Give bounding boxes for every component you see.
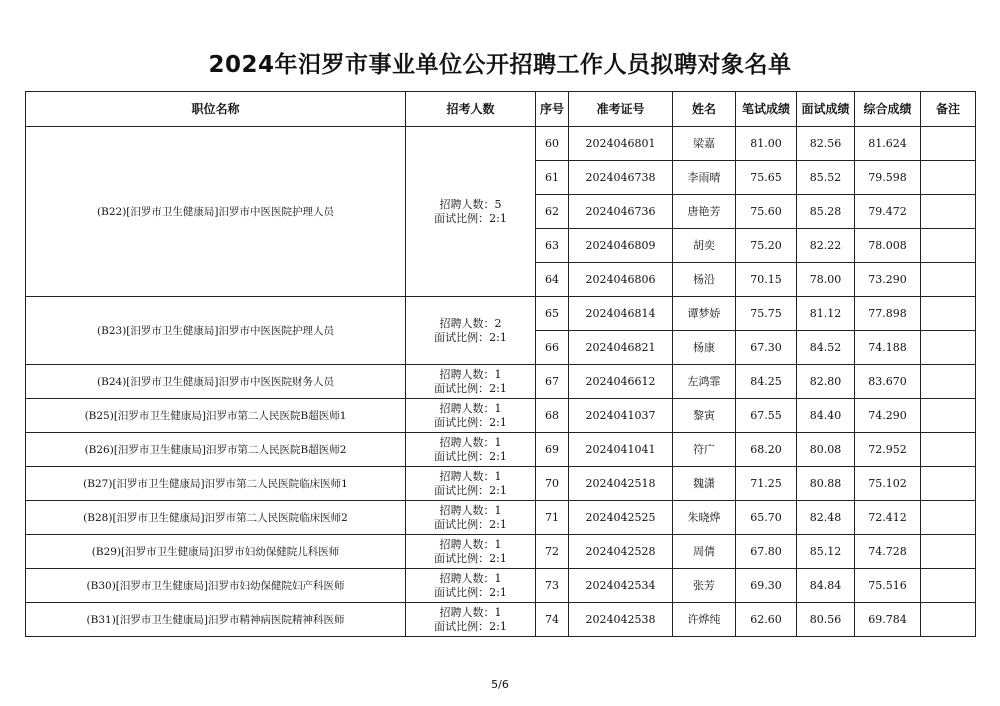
ticket-cell: 2024042528	[569, 535, 673, 569]
quota-cell	[406, 399, 536, 433]
quota-cell	[406, 433, 536, 467]
name-cell: 左鸿霏	[673, 365, 736, 399]
note-cell	[921, 467, 976, 501]
name-cell: 谭梦娇	[673, 297, 736, 331]
position-cell: (B22)[汨罗市卫生健康局]汨罗市中医医院护理人员	[26, 127, 406, 297]
interview-score-cell: 84.40	[797, 399, 855, 433]
quota-text: 招聘人数：2	[439, 316, 502, 330]
written-score-cell: 75.60	[736, 195, 797, 229]
ticket-cell: 2024046806	[569, 263, 673, 297]
serial-cell: 61	[536, 161, 569, 195]
ticket-cell: 2024042538	[569, 603, 673, 637]
quota-cell	[406, 501, 536, 535]
position-cell: (B26)[汨罗市卫生健康局]汨罗市第二人民医院B超医师2	[26, 433, 406, 467]
interview-score-cell: 82.22	[797, 229, 855, 263]
quota-cell	[406, 535, 536, 569]
name-cell: 张芳	[673, 569, 736, 603]
name-cell: 唐艳芳	[673, 195, 736, 229]
table-row	[26, 297, 976, 331]
ticket-cell: 2024046821	[569, 331, 673, 365]
note-cell	[921, 365, 976, 399]
ratio-text: 面试比例：2:1	[434, 449, 507, 463]
name-cell: 杨康	[673, 331, 736, 365]
total-score-cell: 74.188	[855, 331, 921, 365]
interview-score-cell: 82.48	[797, 501, 855, 535]
ratio-text: 面试比例：2:1	[434, 330, 507, 344]
position-cell: (B24)[汨罗市卫生健康局]汨罗市中医医院财务人员	[26, 365, 406, 399]
header-row	[26, 92, 976, 127]
results-table	[25, 91, 976, 637]
header-no: 序号	[536, 92, 569, 127]
name-cell: 李雨晴	[673, 161, 736, 195]
written-score-cell: 67.30	[736, 331, 797, 365]
position-cell: (B31)[汨罗市卫生健康局]汨罗市精神病医院精神科医师	[26, 603, 406, 637]
quota-cell	[406, 365, 536, 399]
ticket-cell: 2024046801	[569, 127, 673, 161]
table-row	[26, 569, 976, 603]
interview-score-cell: 81.12	[797, 297, 855, 331]
interview-score-cell: 80.08	[797, 433, 855, 467]
serial-cell: 60	[536, 127, 569, 161]
total-score-cell: 83.670	[855, 365, 921, 399]
quota-cell	[406, 569, 536, 603]
name-cell: 胡奕	[673, 229, 736, 263]
ticket-cell: 2024046612	[569, 365, 673, 399]
header-quota: 招考人数	[406, 92, 536, 127]
interview-score-cell: 85.52	[797, 161, 855, 195]
interview-score-cell: 82.80	[797, 365, 855, 399]
name-cell: 朱晓烨	[673, 501, 736, 535]
page-number: 5/6	[491, 678, 509, 691]
total-score-cell: 74.728	[855, 535, 921, 569]
quota-cell	[406, 297, 536, 365]
position-cell: (B28)[汨罗市卫生健康局]汨罗市第二人民医院临床医师2	[26, 501, 406, 535]
ticket-cell: 2024041041	[569, 433, 673, 467]
ticket-cell: 2024046814	[569, 297, 673, 331]
interview-score-cell: 84.52	[797, 331, 855, 365]
header-ticket: 准考证号	[569, 92, 673, 127]
ticket-cell: 2024041037	[569, 399, 673, 433]
total-score-cell: 74.290	[855, 399, 921, 433]
quota-cell	[406, 127, 536, 297]
position-cell: (B23)[汨罗市卫生健康局]汨罗市中医医院护理人员	[26, 297, 406, 365]
table-row	[26, 603, 976, 637]
note-cell	[921, 569, 976, 603]
written-score-cell: 84.25	[736, 365, 797, 399]
position-cell: (B30)[汨罗市卫生健康局]汨罗市妇幼保健院妇产科医师	[26, 569, 406, 603]
table-row	[26, 535, 976, 569]
interview-score-cell: 82.56	[797, 127, 855, 161]
written-score-cell: 62.60	[736, 603, 797, 637]
table-body	[26, 127, 976, 637]
quota-text: 招聘人数：1	[439, 605, 502, 619]
quota-text: 招聘人数：1	[439, 503, 502, 517]
total-score-cell: 79.598	[855, 161, 921, 195]
serial-cell: 63	[536, 229, 569, 263]
written-score-cell: 81.00	[736, 127, 797, 161]
ticket-cell: 2024042518	[569, 467, 673, 501]
position-cell: (B27)[汨罗市卫生健康局]汨罗市第二人民医院临床医师1	[26, 467, 406, 501]
table-row	[26, 127, 976, 161]
quota-cell	[406, 467, 536, 501]
ticket-cell: 2024042525	[569, 501, 673, 535]
written-score-cell: 68.20	[736, 433, 797, 467]
interview-score-cell: 85.12	[797, 535, 855, 569]
quota-text: 招聘人数：1	[439, 571, 502, 585]
table-row	[26, 501, 976, 535]
serial-cell: 74	[536, 603, 569, 637]
interview-score-cell: 80.88	[797, 467, 855, 501]
interview-score-cell: 78.00	[797, 263, 855, 297]
total-score-cell: 75.516	[855, 569, 921, 603]
quota-text: 招聘人数：1	[439, 537, 502, 551]
header-written: 笔试成绩	[736, 92, 797, 127]
total-score-cell: 77.898	[855, 297, 921, 331]
ratio-text: 面试比例：2:1	[434, 619, 507, 633]
quota-text: 招聘人数：1	[439, 367, 502, 381]
table-row	[26, 467, 976, 501]
position-cell: (B29)[汨罗市卫生健康局]汨罗市妇幼保健院儿科医师	[26, 535, 406, 569]
name-cell: 许烨纯	[673, 603, 736, 637]
quota-cell	[406, 603, 536, 637]
table-row	[26, 433, 976, 467]
note-cell	[921, 195, 976, 229]
note-cell	[921, 399, 976, 433]
written-score-cell: 67.80	[736, 535, 797, 569]
position-cell: (B25)[汨罗市卫生健康局]汨罗市第二人民医院B超医师1	[26, 399, 406, 433]
ratio-text: 面试比例：2:1	[434, 415, 507, 429]
ticket-cell: 2024046736	[569, 195, 673, 229]
note-cell	[921, 297, 976, 331]
ticket-cell: 2024046809	[569, 229, 673, 263]
quota-text: 招聘人数：1	[439, 435, 502, 449]
note-cell	[921, 433, 976, 467]
note-cell	[921, 229, 976, 263]
ratio-text: 面试比例：2:1	[434, 585, 507, 599]
written-score-cell: 75.65	[736, 161, 797, 195]
name-cell: 魏潇	[673, 467, 736, 501]
name-cell: 梁嘉	[673, 127, 736, 161]
note-cell	[921, 127, 976, 161]
quota-text: 招聘人数：1	[439, 469, 502, 483]
note-cell	[921, 603, 976, 637]
total-score-cell: 69.784	[855, 603, 921, 637]
total-score-cell: 72.412	[855, 501, 921, 535]
serial-cell: 68	[536, 399, 569, 433]
serial-cell: 65	[536, 297, 569, 331]
header-position: 职位名称	[26, 92, 406, 127]
total-score-cell: 73.290	[855, 263, 921, 297]
written-score-cell: 71.25	[736, 467, 797, 501]
written-score-cell: 75.75	[736, 297, 797, 331]
ratio-text: 面试比例：2:1	[434, 483, 507, 497]
header-note: 备注	[921, 92, 976, 127]
serial-cell: 72	[536, 535, 569, 569]
note-cell	[921, 263, 976, 297]
quota-text: 招聘人数：1	[439, 401, 502, 415]
quota-text: 招聘人数：5	[439, 197, 502, 211]
serial-cell: 71	[536, 501, 569, 535]
header-interview: 面试成绩	[797, 92, 855, 127]
serial-cell: 70	[536, 467, 569, 501]
written-score-cell: 69.30	[736, 569, 797, 603]
serial-cell: 62	[536, 195, 569, 229]
ratio-text: 面试比例：2:1	[434, 551, 507, 565]
note-cell	[921, 331, 976, 365]
ratio-text: 面试比例：2:1	[434, 381, 507, 395]
table-row	[26, 365, 976, 399]
name-cell: 杨沿	[673, 263, 736, 297]
written-score-cell: 65.70	[736, 501, 797, 535]
total-score-cell: 79.472	[855, 195, 921, 229]
interview-score-cell: 80.56	[797, 603, 855, 637]
name-cell: 周倩	[673, 535, 736, 569]
ratio-text: 面试比例：2:1	[434, 517, 507, 531]
note-cell	[921, 161, 976, 195]
serial-cell: 64	[536, 263, 569, 297]
header-name: 姓名	[673, 92, 736, 127]
total-score-cell: 81.624	[855, 127, 921, 161]
written-score-cell: 67.55	[736, 399, 797, 433]
written-score-cell: 75.20	[736, 229, 797, 263]
ticket-cell: 2024046738	[569, 161, 673, 195]
page-title: 2024年汨罗市事业单位公开招聘工作人员拟聘对象名单	[208, 52, 792, 78]
interview-score-cell: 85.28	[797, 195, 855, 229]
ratio-text: 面试比例：2:1	[434, 211, 507, 225]
interview-score-cell: 84.84	[797, 569, 855, 603]
serial-cell: 66	[536, 331, 569, 365]
ticket-cell: 2024042534	[569, 569, 673, 603]
serial-cell: 69	[536, 433, 569, 467]
table-row	[26, 399, 976, 433]
name-cell: 黎寅	[673, 399, 736, 433]
serial-cell: 73	[536, 569, 569, 603]
serial-cell: 67	[536, 365, 569, 399]
total-score-cell: 75.102	[855, 467, 921, 501]
note-cell	[921, 535, 976, 569]
written-score-cell: 70.15	[736, 263, 797, 297]
header-total: 综合成绩	[855, 92, 921, 127]
total-score-cell: 78.008	[855, 229, 921, 263]
note-cell	[921, 501, 976, 535]
name-cell: 符广	[673, 433, 736, 467]
total-score-cell: 72.952	[855, 433, 921, 467]
